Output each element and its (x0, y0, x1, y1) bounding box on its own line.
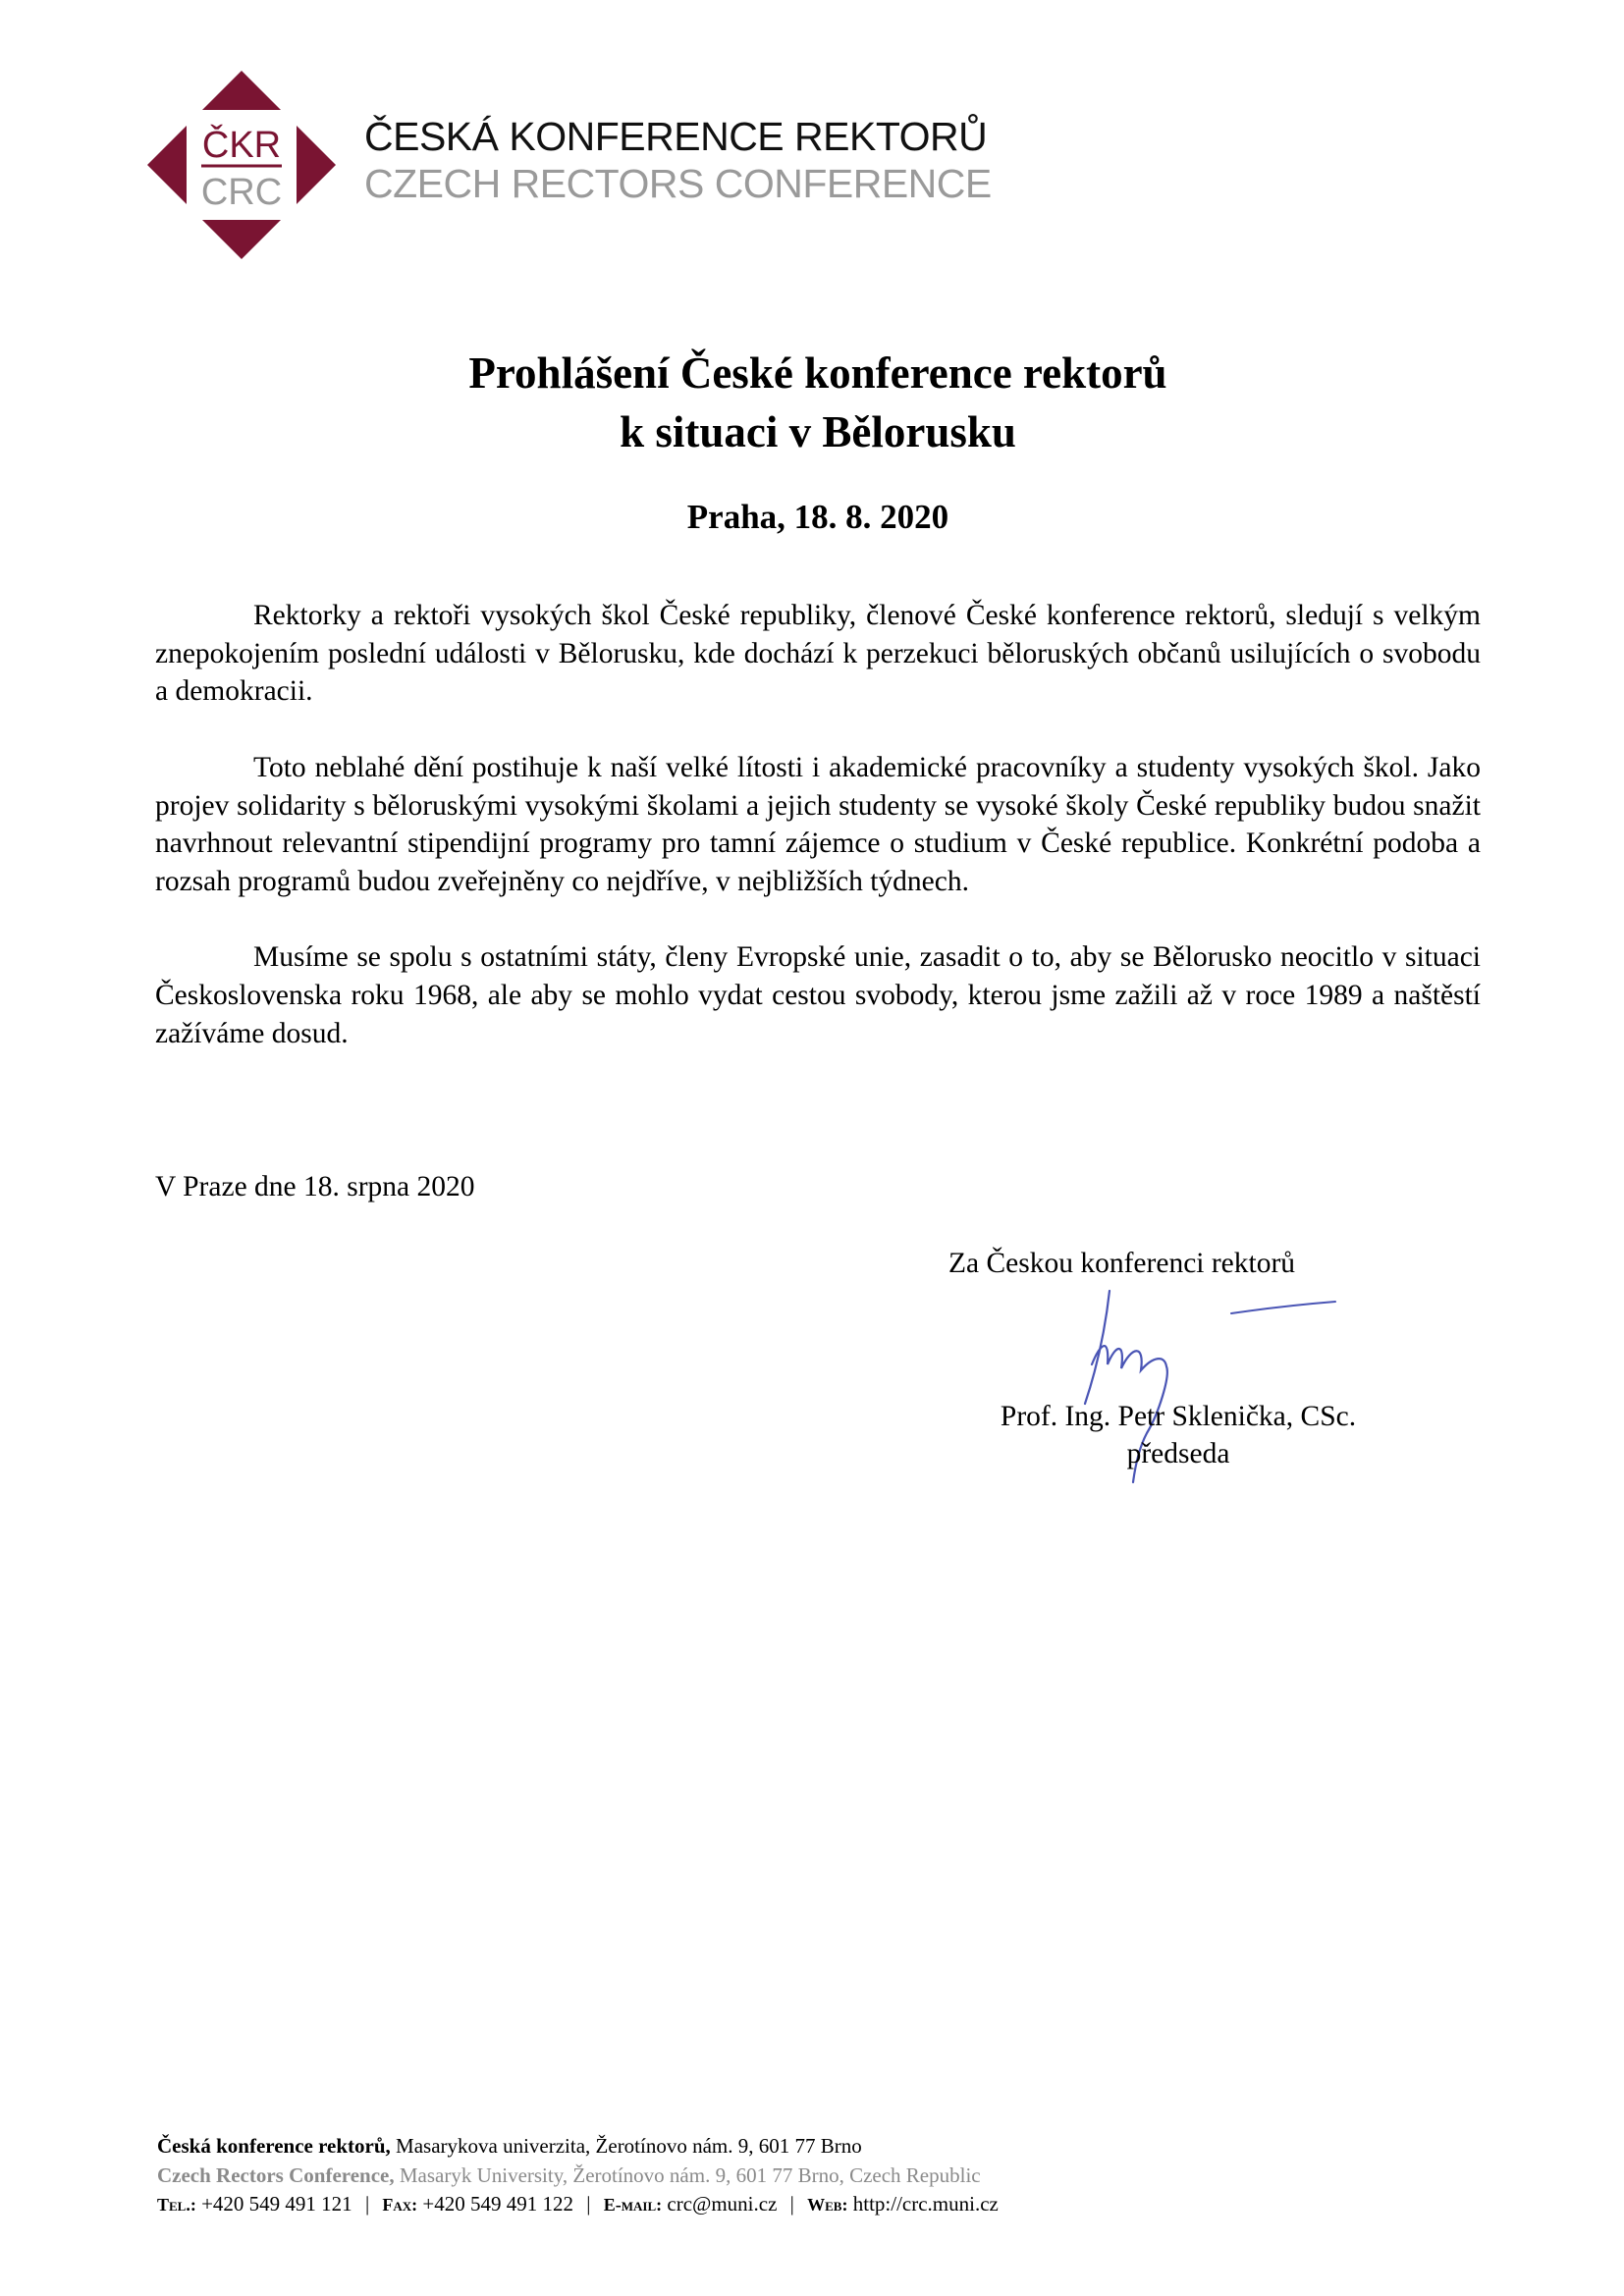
email-address: crc@muni.cz (662, 2192, 778, 2216)
separator: | (789, 2192, 794, 2216)
footer-line-en (157, 2162, 999, 2191)
org-logo-mark (147, 71, 336, 259)
separator: | (586, 2192, 591, 2216)
org-name-en: CZECH RECTORS CONFERENCE (364, 161, 992, 206)
paragraph: Rektorky a rektoři vysokých škol České republiky, členové České konference rektorů, sledují s velkým znepokojením poslední události v Bělorusku, kde dochází k perzekuci běloruských občanů usilujících o svobodu a demokracii. (155, 600, 1481, 708)
tel-label: Tel.: (157, 2195, 196, 2215)
place-and-date: V Praze dne 18. srpna 2020 (155, 1171, 475, 1202)
tel-number: +420 549 491 121 (195, 2192, 352, 2216)
footer-org-en: Czech Rectors Conference, (157, 2163, 395, 2187)
signature-for-line: Za Českou konferenci rektorů (948, 1248, 1296, 1279)
org-name (364, 113, 993, 207)
document-date: Praha, 18. 8. 2020 (686, 498, 949, 536)
email-label: E-mail: (603, 2195, 663, 2215)
logo-abbr-en: CRC (200, 172, 283, 213)
web-address: http://crc.muni.cz (847, 2192, 999, 2216)
signatory (903, 1398, 1453, 1472)
org-logo (147, 71, 336, 259)
signatory-role: předseda (1126, 1438, 1230, 1469)
title-line-2: k situaci v Bělorusku (620, 407, 1016, 456)
fax-label: Fax: (382, 2195, 418, 2215)
document-title (155, 344, 1481, 539)
paragraph: Toto neblahé dění postihuje k naší velké lítosti i akademické pracovníky a studenty vysokých škol. Jako projev solidarity s běloruskými vysokými školami a jejich studenty se vysoké školy České republiky budou snažit navrhnout relevantní stipendijní programy pro tamní zájemce o studium v České republice. Konkrétní podoba a rozsah programů budou zveřejněny co nejdříve, v nejbližších týdnech. (155, 751, 1481, 897)
separator: | (364, 2192, 370, 2216)
signatory-name: Prof. Ing. Petr Sklenička, CSc. (1000, 1401, 1357, 1432)
statement-body (155, 597, 1481, 1091)
footer-line-cz (157, 2132, 999, 2162)
logo-abbr-cz: ČKR (201, 125, 282, 166)
footer-address-cz: Masarykova univerzita, Žerotínovo nám. 9, 601 77 Brno (390, 2134, 862, 2158)
title-line-1: Prohlášení České konference rektorů (468, 348, 1167, 398)
paragraph: Musíme se spolu s ostatními státy, členy Evropské unie, zasadit o to, aby se Bělorusko neocitlo v situaci Československa roku 1968, ale aby se mohlo vydat cestou svobody, kterou jsme zažili až v roce 1989 a naštěstí zažíváme dosud. (155, 941, 1481, 1049)
web-label: Web: (807, 2195, 848, 2215)
org-name-cz: ČESKÁ KONFERENCE REKTORŮ (364, 114, 988, 159)
footer-address-en: Masaryk University, Žerotínovo nám. 9, 601 77 Brno, Czech Republic (394, 2163, 981, 2187)
fax-number: +420 549 491 122 (417, 2192, 574, 2216)
letterhead-footer (157, 2132, 999, 2220)
footer-org-cz: Česká konference rektorů, (157, 2134, 391, 2158)
footer-contacts (157, 2190, 999, 2220)
